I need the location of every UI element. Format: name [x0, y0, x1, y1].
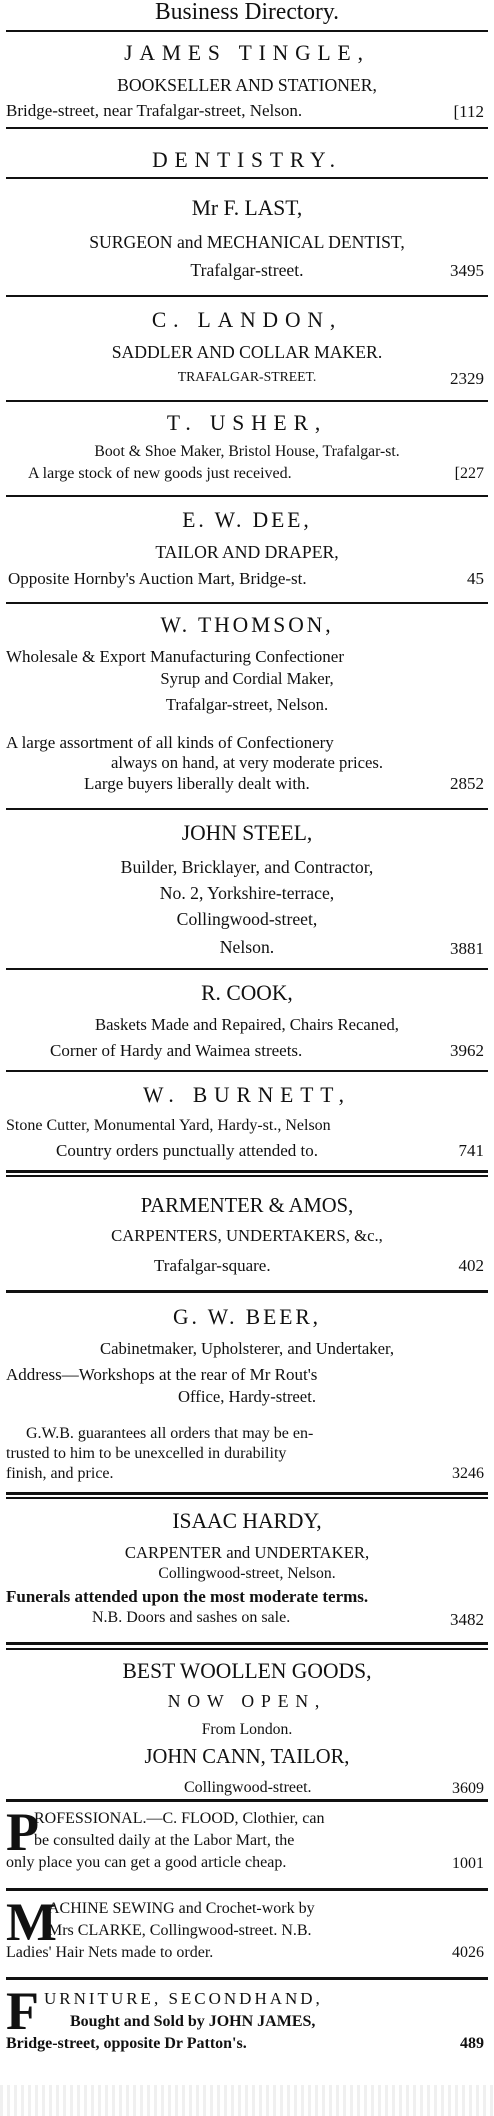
ad-line: Collingwood-street, Nelson.	[158, 1565, 336, 1582]
divider	[6, 1888, 488, 1891]
ad-line: Bridge-street, opposite Dr Patton's.	[6, 2035, 247, 2052]
ad-line: Opposite Hornby's Auction Mart, Bridge-st.	[8, 569, 307, 588]
ad-line: finish, and price.	[6, 1465, 114, 1482]
advertiser-name: Mr F. LAST,	[191, 195, 303, 220]
advertiser-name: W. THOMSON,	[160, 612, 334, 637]
divider	[6, 1170, 488, 1173]
ad-line: TAILOR AND DRAPER,	[155, 542, 339, 562]
divider	[6, 1799, 488, 1802]
advertiser-name: C. LANDON,	[151, 307, 343, 332]
print-smudge	[0, 2085, 494, 2116]
ad-line: Trafalgar-square.	[154, 1256, 271, 1275]
ad-line: Stone Cutter, Monumental Yard, Hardy-st., Nelson	[6, 1117, 331, 1134]
divider	[6, 177, 488, 179]
ad-line: Nelson.	[219, 937, 275, 957]
ad-line: Bridge-street, near Trafalgar-street, Nelson.	[6, 101, 303, 120]
ad-line: Builder, Bricklayer, and Contractor,	[120, 857, 374, 877]
ad-line: Large buyers liberally dealt with.	[84, 774, 310, 793]
divider	[6, 808, 488, 810]
divider	[6, 30, 488, 32]
advertiser-name: JOHN CANN, TAILOR,	[144, 1744, 350, 1768]
ad-reference-number: 3246	[452, 1465, 484, 1482]
ad-reference-number: 3881	[450, 939, 484, 958]
divider	[6, 495, 488, 497]
ad-line: Country orders punctually attended to.	[56, 1141, 319, 1160]
ad-reference-number: 2852	[450, 774, 484, 793]
ad-reference-number: 3962	[450, 1041, 484, 1060]
section-heading: DENTISTRY.	[152, 147, 342, 172]
ad-reference-number: 3609	[452, 1780, 484, 1797]
ad-line: Baskets Made and Repaired, Chairs Recaned,	[95, 1015, 399, 1034]
ad-line: CARPENTERS, UNDERTAKERS, &c.,	[111, 1226, 383, 1245]
advertiser-name: PARMENTER & AMOS,	[140, 1193, 354, 1217]
divider	[6, 1642, 488, 1645]
ad-line: N.B. Doors and sashes on sale.	[92, 1609, 291, 1626]
ad-line: SURGEON and MECHANICAL DENTIST,	[89, 232, 405, 252]
advertiser-name: T. USHER,	[166, 410, 328, 435]
ad-reference-number: 4026	[452, 1944, 484, 1961]
ad-line: Trafalgar-street, Nelson.	[165, 695, 329, 714]
ad-line: Office, Hardy-street.	[177, 1387, 316, 1406]
ad-line: Corner of Hardy and Waimea streets.	[50, 1041, 303, 1060]
divider	[6, 1175, 488, 1177]
ad-reference-number: 402	[458, 1256, 484, 1275]
ad-reference-number: 489	[460, 2035, 484, 2052]
divider	[6, 1977, 488, 1980]
drop-cap: F	[6, 1981, 39, 2041]
ad-line: URNITURE, SECONDHAND,	[44, 1989, 323, 2008]
ad-line: be consulted daily at the Labor Mart, the	[34, 1832, 295, 1849]
ad-line: SADDLER AND COLLAR MAKER.	[111, 342, 383, 362]
advertiser-name: G. W. BEER,	[173, 1304, 321, 1329]
advertiser-name: JOHN STEEL,	[181, 820, 313, 845]
ad-reference-number: [112	[453, 102, 484, 121]
ad-reference-number: 3482	[450, 1610, 484, 1629]
ad-line: From London.	[201, 1721, 293, 1738]
ad-line: NOW OPEN,	[167, 1691, 327, 1711]
ad-line: only place you can get a good article cheap.	[6, 1854, 287, 1871]
ad-line: Boot & Shoe Maker, Bristol House, Trafalgar-st.	[94, 443, 400, 460]
ad-line: Collingwood-street.	[184, 1779, 312, 1796]
ad-line: Collingwood-street,	[176, 909, 318, 929]
ad-reference-number: 741	[458, 1141, 484, 1160]
divider	[6, 1492, 488, 1495]
ad-line: Wholesale & Export Manufacturing Confectioner	[6, 647, 344, 666]
divider	[6, 1290, 488, 1293]
advertiser-name: ISAAC HARDY,	[172, 1508, 322, 1533]
divider	[6, 295, 488, 297]
ad-line: A large stock of new goods just received.	[28, 465, 292, 482]
ad-line: ROFESSIONAL.—C. FLOOD, Clothier, can	[34, 1810, 325, 1827]
ad-line: Funerals attended upon the most moderate terms.	[6, 1587, 369, 1606]
ad-line: No. 2, Yorkshire-terrace,	[159, 883, 335, 903]
ad-line: Cabinetmaker, Upholsterer, and Undertaker,	[99, 1339, 395, 1358]
ad-reference-number: 1001	[452, 1855, 484, 1872]
ad-reference-number: 2329	[450, 369, 484, 388]
drop-cap: P	[6, 1802, 39, 1862]
ad-reference-number: [227	[454, 465, 484, 482]
ad-reference-number: 45	[467, 569, 484, 588]
ad-headline: BEST WOOLLEN GOODS,	[122, 1658, 372, 1683]
ad-line: BOOKSELLER AND STATIONER,	[117, 75, 377, 95]
ad-line: Address—Workshops at the rear of Mr Rout's	[6, 1365, 318, 1384]
divider	[6, 1648, 488, 1650]
divider	[6, 968, 488, 970]
ad-line: G.W.B. guarantees all orders that may be en-	[26, 1425, 314, 1442]
divider	[6, 1497, 488, 1499]
ad-line: Ladies' Hair Nets made to order.	[6, 1944, 214, 1961]
advertiser-name: W. BURNETT,	[143, 1082, 351, 1107]
ad-line: CARPENTER and UNDERTAKER,	[124, 1543, 370, 1562]
divider	[6, 127, 488, 129]
ad-line: Syrup and Cordial Maker,	[160, 669, 334, 688]
divider	[6, 1070, 488, 1072]
ad-line: ACHINE SEWING and Crochet-work by	[48, 1900, 315, 1917]
ad-line: Trafalgar-street.	[190, 260, 304, 280]
advertiser-name: JAMES TINGLE,	[124, 40, 370, 65]
divider	[6, 400, 488, 402]
advertiser-name: R. COOK,	[201, 980, 293, 1005]
ad-line: Bought and Sold by JOHN JAMES,	[70, 2013, 316, 2030]
ad-line: Mrs CLARKE, Collingwood-street. N.B.	[48, 1922, 312, 1939]
page-title: Business Directory.	[155, 0, 339, 25]
drop-cap: M	[6, 1892, 57, 1952]
ad-reference-number: 3495	[450, 261, 484, 280]
ad-line: TRAFALGAR-STREET.	[177, 370, 317, 385]
advertiser-name: E. W. DEE,	[182, 507, 312, 532]
ad-line: always on hand, at very moderate prices.	[110, 753, 384, 772]
divider	[6, 602, 488, 604]
ad-line: A large assortment of all kinds of Confectionery	[6, 733, 334, 752]
ad-line: trusted to him to be unexcelled in durability	[6, 1445, 287, 1462]
